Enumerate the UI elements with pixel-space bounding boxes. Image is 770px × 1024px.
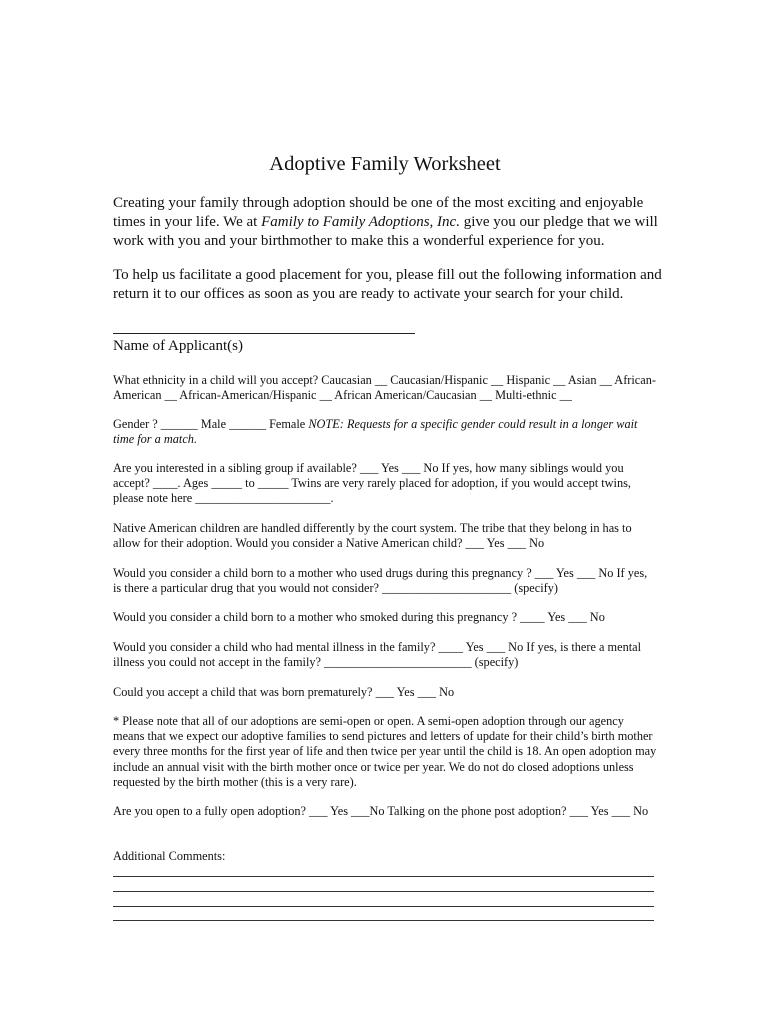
semi-open-adoption-note: * Please note that all of our adoptions are semi-open or open. A semi-open adoption through our agency means that we expect our adoptive families to send pictures and letters of update for their child’s birth mother every three months for the first year of life and then twice per year until the child is 18. An open adoption may include an annual visit with the birth mother once or twice per year. We do not do closed adoptions unless requested by the birth mother (this is a very rare). [113, 714, 657, 789]
comment-line[interactable] [113, 891, 654, 892]
mental-illness-question[interactable]: Would you consider a child who had mental illness in the family? ____ Yes ___ No If yes, is there a mental illness you could not accept in the family? ________________________ (specify) [113, 640, 642, 670]
gender-options: Gender ? ______ Male ______ Female [113, 417, 309, 431]
ethnicity-question[interactable]: What ethnicity in a child will you accept? Caucasian __ Caucasian/Hispanic __ Hispanic __ Asian __ African-American __ African-American/Hispanic __ African American/Caucasian __ Multi-ethnic __ [113, 373, 656, 403]
document-title: Adoptive Family Worksheet [269, 153, 501, 175]
intro-text-end: give you our pledge that we will work with you and your birthmother to make this a wonderful experience for you. [113, 214, 658, 249]
gender-question[interactable] [113, 417, 658, 447]
premature-question[interactable]: Could you accept a child that was born prematurely? ___ Yes ___ No [113, 685, 455, 699]
gender-note: NOTE: Requests for a specific gender could result in a longer wait time for a match. [113, 417, 638, 447]
instructions-paragraph: To help us facilitate a good placement for you, please fill out the following information and return it to our offices as soon as you are ready to activate your search for your child. [113, 267, 662, 302]
intro-paragraph [113, 194, 673, 251]
applicant-name-label: Name of Applicant(s) [113, 338, 243, 354]
additional-comments-label: Additional Comments: [113, 849, 226, 863]
comment-line[interactable] [113, 920, 654, 921]
native-american-question[interactable]: Native American children are handled differently by the court system. The tribe that they belong in has to allow for their adoption. Would you consider a Native American child? ___ Yes ___ No [113, 521, 632, 551]
applicant-name-field[interactable] [113, 333, 415, 334]
drug-exposure-question[interactable]: Would you consider a child born to a mother who used drugs during this pregnancy ? ___ Yes ___ No If yes, is there a particular drug that you would not consider? _____________________ (specify) [113, 566, 648, 596]
comment-line[interactable] [113, 906, 654, 907]
comment-line[interactable] [113, 876, 654, 877]
sibling-question[interactable]: Are you interested in a sibling group if available? ___ Yes ___ No If yes, how many siblings would you accept? ____. Ages _____ to _____ Twins are very rarely placed for adoption, if you would accept twins, please note here ______________________. [113, 461, 631, 506]
agency-name: Family to Family Adoptions, Inc. [261, 214, 460, 230]
open-adoption-question[interactable]: Are you open to a fully open adoption? ___ Yes ___No Talking on the phone post adoption? ___ Yes ___ No [113, 804, 649, 818]
intro-text-start: Creating your family through adoption should be one of the most exciting and enjoyable times in your life. We at [113, 195, 644, 230]
smoking-question[interactable]: Would you consider a child born to a mother who smoked during this pregnancy ? ____ Yes ___ No [113, 610, 605, 624]
